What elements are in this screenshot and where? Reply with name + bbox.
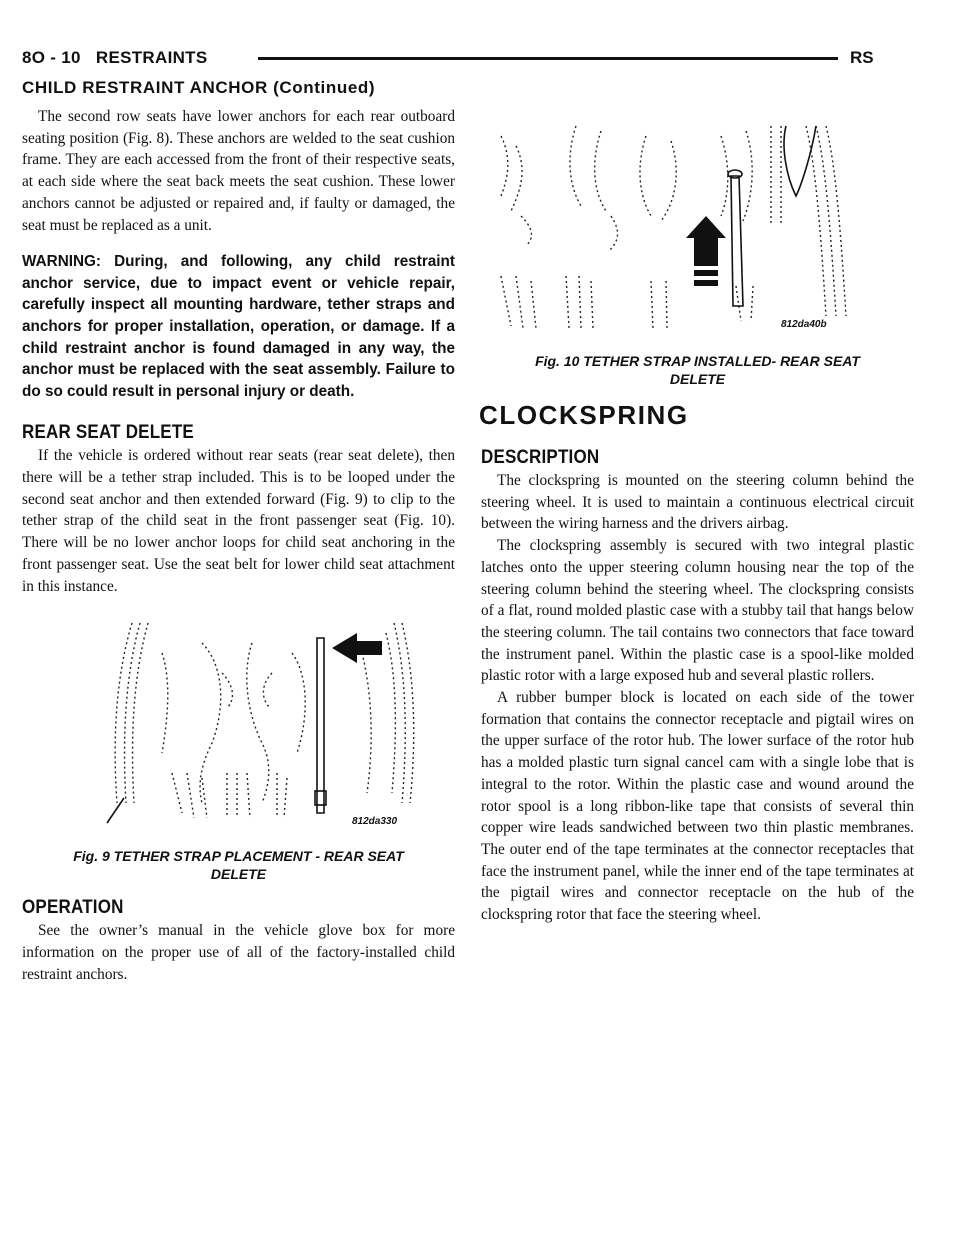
description-paragraph-1: The clockspring is mounted on the steering column behind the steering wheel. It is used to maintain a continuous electrical circuit between the wiring harness and the drivers airbag. bbox=[481, 472, 914, 533]
left-column bbox=[22, 106, 455, 985]
description-paragraph-2: The clockspring assembly is secured with two integral plastic latches onto the upper steering column housing near the top of the steering column behind the steering wheel. The clockspring consists of a flat, round molded plastic case with a stubby tail that hangs below the steering column. The tail contains two connectors that face toward the instrument panel. Within the plastic case is a spool-like molded plastic rotor with a large exposed hub and several plastic rollers. bbox=[481, 537, 914, 685]
figure-9-caption-line1: Fig. 9 TETHER STRAP PLACEMENT - REAR SEAT bbox=[73, 848, 404, 865]
operation-paragraph: See the owner’s manual in the vehicle glove box for more information on the proper use of all of the factory-installed child restraint anchors. bbox=[22, 922, 455, 983]
figure-10 bbox=[481, 116, 914, 346]
figure-10-caption-line2: DELETE bbox=[669, 371, 726, 387]
figure-10-code: 812da40b bbox=[781, 319, 827, 330]
model-code: RS bbox=[850, 48, 874, 67]
figure-10-illustration bbox=[481, 116, 914, 346]
figure-9-caption-line2: DELETE bbox=[210, 866, 267, 883]
header-rule bbox=[258, 57, 838, 60]
figure-10-caption bbox=[481, 352, 914, 388]
description-paragraph-3: A rubber bumper block is located on each side of the tower formation that contains the connector receptacle and pigtail wires on the upper surface of the rotor hub. The lower surface of the rotor hub has a molded plastic turn signal cancel cam with a single lobe that is integral to the rotor. Within the plastic case and wound around the rotor spool is a long ribbon-like tape that consists of several thin copper wire leads sandwiched between two thin plastic membranes. The outer end of the tape terminates at the connector receptacles that face the instrument panel, while the inner end of the tape terminates at the pigtail wires and connector receptacle on the hub of the clockspring rotor that face the steering wheel. bbox=[481, 689, 914, 924]
warning-text: WARNING: During, and following, any child restraint anchor service, due to impact event or vehicle repair, carefully inspect all mounting hardware, tether straps and anchors for proper installation, operation, or damage. If a child restraint anchor is found damaged in any way, the anchor must be replaced with the seat assembly. Failure to do so could result in personal injury or death. bbox=[22, 253, 455, 400]
operation-heading: OPERATION bbox=[22, 895, 124, 918]
continued-title: CHILD RESTRAINT ANCHOR (Continued) bbox=[22, 78, 376, 97]
intro-paragraph: The second row seats have lower anchors for each rear outboard seating position (Fig. 8). These anchors are welded to the seat cushion frame. They are each accessed from the front of their respective seats, at each side where the seat back meets the seat cushion. These lower anchors cannot be adjusted or repaired and, if faulty or damaged, the seat must be replaced as a unit. bbox=[22, 108, 455, 234]
rear-seat-delete-heading: REAR SEAT DELETE bbox=[22, 420, 194, 443]
arrow-up-icon bbox=[686, 216, 726, 286]
figure-9 bbox=[22, 613, 455, 841]
page-header-left bbox=[22, 48, 208, 68]
figure-9-caption bbox=[22, 847, 455, 883]
right-column bbox=[481, 116, 914, 926]
figure-9-illustration bbox=[22, 613, 455, 841]
arrow-icon bbox=[332, 633, 382, 663]
page-number: 8O - 10 bbox=[22, 48, 81, 67]
section-title: RESTRAINTS bbox=[95, 48, 208, 67]
rear-seat-delete-paragraph: If the vehicle is ordered without rear seats (rear seat delete), then there will be a tether strap included. This is to be looped under the second seat anchor and then extended forward (Fig. 9) to clip to the tether strap of the child seat in the front passenger seat (Fig. 10). There will be no lower anchor loops for child seat anchoring in the front passenger seat. Use the seat belt for lower child seat attachment in this instance. bbox=[22, 447, 455, 595]
clockspring-heading: CLOCKSPRING bbox=[479, 400, 689, 430]
description-heading: DESCRIPTION bbox=[481, 445, 600, 468]
figure-9-code: 812da330 bbox=[352, 816, 398, 828]
figure-10-caption-line1: Fig. 10 TETHER STRAP INSTALLED- REAR SEAT bbox=[535, 353, 860, 369]
